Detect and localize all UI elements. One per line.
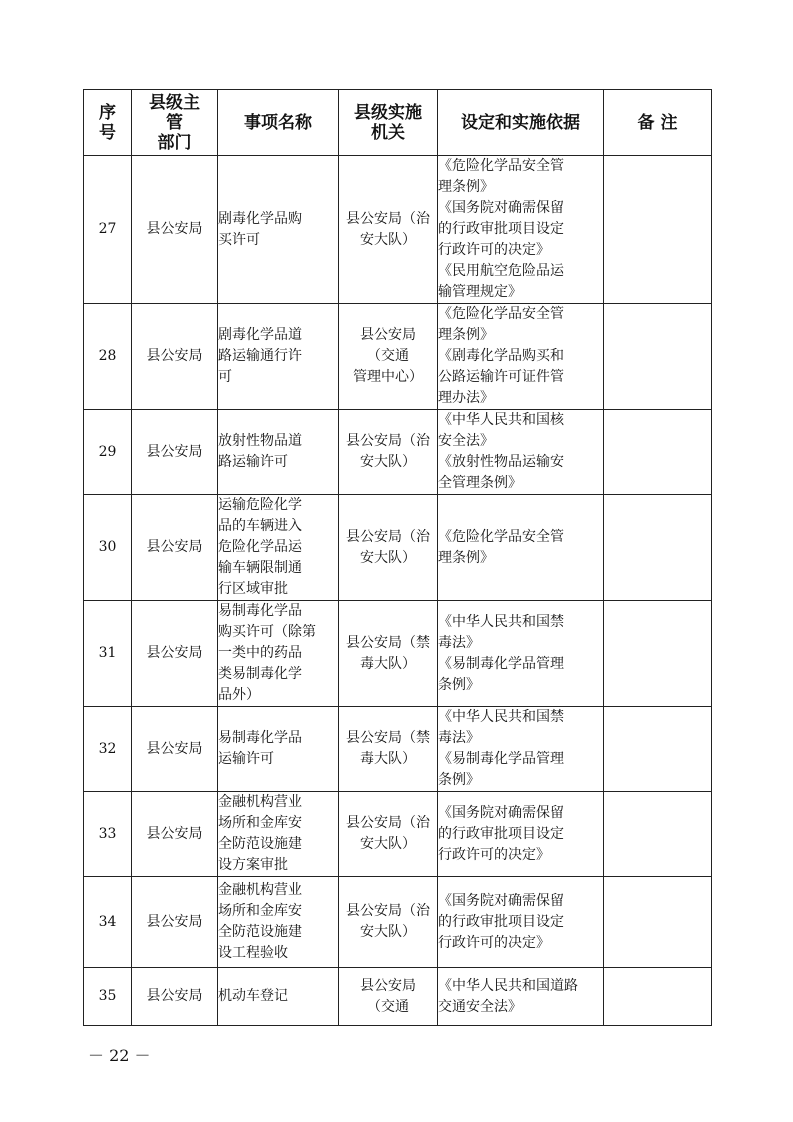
cell-dept: 县公安局 bbox=[132, 410, 218, 495]
table-row bbox=[84, 792, 712, 877]
cell-basis: 《国务院对确需保留 的行政审批项目设定 行政许可的决定》 bbox=[438, 877, 604, 968]
table-row bbox=[84, 968, 712, 1026]
cell-item: 运输危险化学 品的车辆进入 危险化学品运 输车辆限制通 行区域审批 bbox=[218, 495, 339, 601]
page-number: － 22 － bbox=[88, 1046, 151, 1065]
cell-seq: 31 bbox=[84, 601, 132, 707]
cell-agency: 县公安局 （交通 bbox=[339, 968, 438, 1026]
cell-note bbox=[604, 601, 712, 707]
cell-item: 金融机构营业 场所和金库安 全防范设施建 设方案审批 bbox=[218, 792, 339, 877]
cell-note bbox=[604, 707, 712, 792]
cell-note bbox=[604, 792, 712, 877]
cell-agency: 县公安局（治 安大队） bbox=[339, 877, 438, 968]
cell-seq: 30 bbox=[84, 495, 132, 601]
table-row bbox=[84, 304, 712, 410]
cell-item: 剧毒化学品购 买许可 bbox=[218, 156, 339, 304]
cell-dept: 县公安局 bbox=[132, 792, 218, 877]
permit-table bbox=[83, 89, 712, 1026]
cell-seq: 32 bbox=[84, 707, 132, 792]
cell-seq: 35 bbox=[84, 968, 132, 1026]
cell-basis: 《中华人民共和国禁 毒法》 《易制毒化学品管理 条例》 bbox=[438, 601, 604, 707]
cell-seq: 33 bbox=[84, 792, 132, 877]
table-row bbox=[84, 707, 712, 792]
table-row bbox=[84, 495, 712, 601]
table-row bbox=[84, 601, 712, 707]
header-basis: 设定和实施依据 bbox=[438, 90, 604, 156]
cell-basis: 《危险化学品安全管 理条例》 《剧毒化学品购买和 公路运输许可证件管 理办法》 bbox=[438, 304, 604, 410]
cell-note bbox=[604, 495, 712, 601]
cell-note bbox=[604, 304, 712, 410]
cell-agency: 县公安局（治 安大队） bbox=[339, 792, 438, 877]
cell-note bbox=[604, 968, 712, 1026]
cell-dept: 县公安局 bbox=[132, 495, 218, 601]
cell-dept: 县公安局 bbox=[132, 707, 218, 792]
header-agency: 县级实施 机关 bbox=[339, 90, 438, 156]
cell-seq: 29 bbox=[84, 410, 132, 495]
cell-basis: 《中华人民共和国禁 毒法》 《易制毒化学品管理 条例》 bbox=[438, 707, 604, 792]
cell-agency: 县公安局（治 安大队） bbox=[339, 410, 438, 495]
header-seq: 序 号 bbox=[84, 90, 132, 156]
cell-agency: 县公安局（禁 毒大队） bbox=[339, 707, 438, 792]
cell-agency: 县公安局（治 安大队） bbox=[339, 156, 438, 304]
cell-agency: 县公安局（禁 毒大队） bbox=[339, 601, 438, 707]
table-row bbox=[84, 156, 712, 304]
cell-seq: 27 bbox=[84, 156, 132, 304]
cell-item: 金融机构营业 场所和金库安 全防范设施建 设工程验收 bbox=[218, 877, 339, 968]
cell-item: 易制毒化学品 购买许可（除第 一类中的药品 类易制毒化学 品外） bbox=[218, 601, 339, 707]
cell-dept: 县公安局 bbox=[132, 877, 218, 968]
cell-item: 机动车登记 bbox=[218, 968, 339, 1026]
cell-item: 放射性物品道 路运输许可 bbox=[218, 410, 339, 495]
cell-dept: 县公安局 bbox=[132, 601, 218, 707]
cell-note bbox=[604, 410, 712, 495]
table-row bbox=[84, 877, 712, 968]
cell-note bbox=[604, 156, 712, 304]
cell-seq: 34 bbox=[84, 877, 132, 968]
table-header-row bbox=[84, 90, 712, 156]
cell-note bbox=[604, 877, 712, 968]
cell-basis: 《危险化学品安全管 理条例》 bbox=[438, 495, 604, 601]
cell-agency: 县公安局（治 安大队） bbox=[339, 495, 438, 601]
header-note: 备 注 bbox=[604, 90, 712, 156]
cell-dept: 县公安局 bbox=[132, 968, 218, 1026]
cell-item: 剧毒化学品道 路运输通行许 可 bbox=[218, 304, 339, 410]
table-row bbox=[84, 410, 712, 495]
header-dept: 县级主 管 部门 bbox=[132, 90, 218, 156]
header-item: 事项名称 bbox=[218, 90, 339, 156]
cell-item: 易制毒化学品 运输许可 bbox=[218, 707, 339, 792]
cell-basis: 《危险化学品安全管 理条例》 《国务院对确需保留 的行政审批项目设定 行政许可的决定》 《民用航空危险品运 输管理规定》 bbox=[438, 156, 604, 304]
cell-seq: 28 bbox=[84, 304, 132, 410]
cell-basis: 《中华人民共和国道路 交通安全法》 bbox=[438, 968, 604, 1026]
cell-agency: 县公安局 （交通 管理中心） bbox=[339, 304, 438, 410]
cell-basis: 《国务院对确需保留 的行政审批项目设定 行政许可的决定》 bbox=[438, 792, 604, 877]
cell-basis: 《中华人民共和国核 安全法》 《放射性物品运输安 全管理条例》 bbox=[438, 410, 604, 495]
cell-dept: 县公安局 bbox=[132, 156, 218, 304]
cell-dept: 县公安局 bbox=[132, 304, 218, 410]
